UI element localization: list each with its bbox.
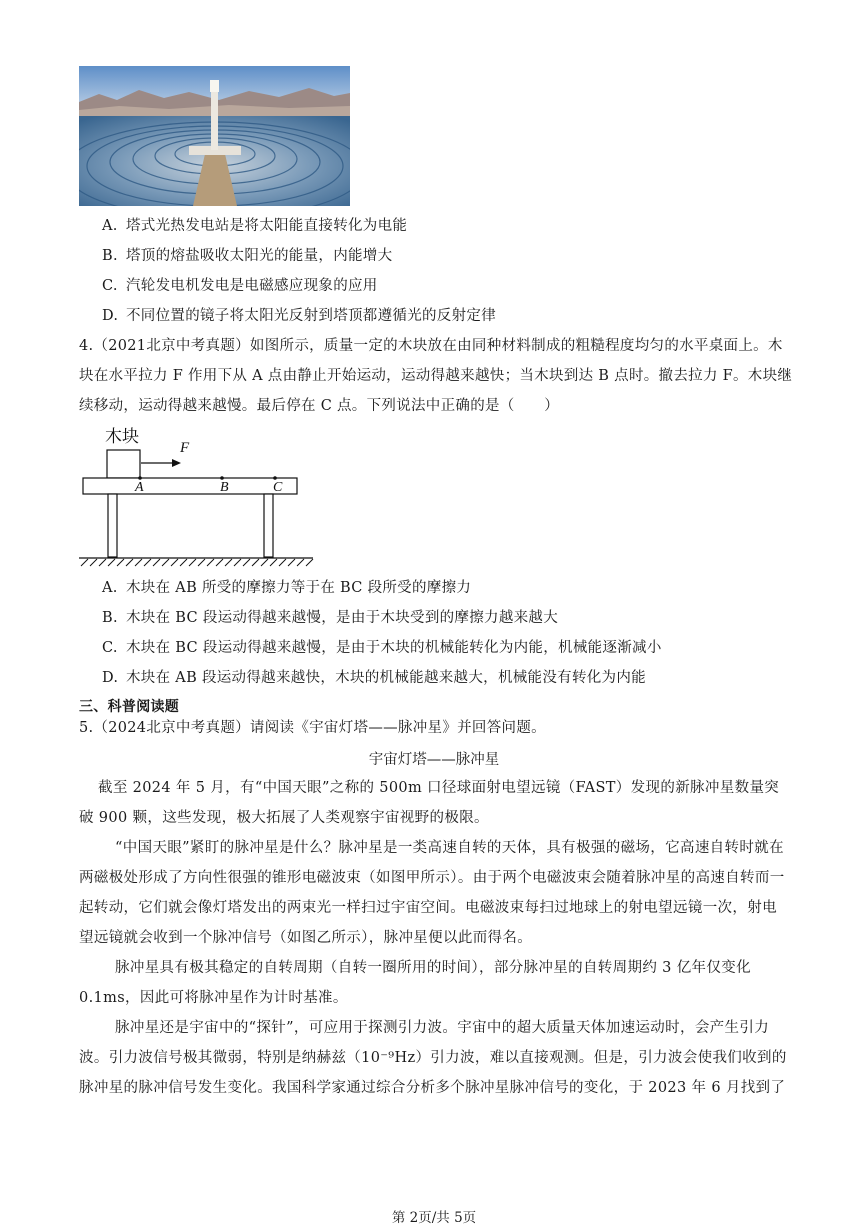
q3-option-c xyxy=(102,276,378,296)
option-label: D. xyxy=(102,670,119,686)
article-paragraph-3: 脉冲星具有极其稳定的自转周期（自转一圈所用的时间），部分脉冲星的自转周期约 3 亿年仅变化 0.1ms，因此可将脉冲星作为计时基准。 xyxy=(79,960,751,1006)
table-leg-left xyxy=(108,494,117,557)
ground-hatching xyxy=(81,559,313,566)
table-top xyxy=(83,478,297,494)
option-label: B. xyxy=(102,248,118,264)
article-paragraph-1: 截至 2024 年 5 月，有“中国天眼”之称的 500m 口径球面射电望远镜（FAST）发现的新脉冲星数量突破 900 颗，这些发现，极大拓展了人类观察宇宙视野的极限。 xyxy=(79,780,780,826)
q4-option-a xyxy=(102,578,471,598)
article-title: 宇宙灯塔——脉冲星 xyxy=(368,752,500,768)
point-b-label: B xyxy=(220,480,229,495)
table-block-diagram xyxy=(79,420,319,570)
article-paragraph-2: “中国天眼”紧盯的脉冲星是什么？脉冲星是一类高速自转的天体，具有极强的磁场，它高速自转时就在两磁极处形成了方向性很强的锥形电磁波束（如图甲所示）。由于两个电磁波束会随着脉冲星的高速自转而一起转动，它们就会像灯塔发出的两束光一样扫过宇宙空间。电磁波束每扫过地球上的射电望远镜一次，射电望远镜就会收到一个脉冲信号（如图乙所示），脉冲星便以此而得名。 xyxy=(79,840,785,946)
q4-option-c xyxy=(102,638,662,658)
q3-option-b xyxy=(102,246,392,266)
point-a-label: A xyxy=(135,480,144,495)
article-paragraph-4: 脉冲星还是宇宙中的“探针”，可应用于探测引力波。宇宙中的超大质量天体加速运动时，会产生引力波。引力波信号极其微弱，特别是纳赫兹（10⁻⁹Hz）引力波，难以直接观测。但是，引力波会使我们收到的脉冲星的脉冲信号发生变化。我国科学家通过综合分析多个脉冲星脉冲信号的变化，于 2023 年 6 月找到了 xyxy=(79,1020,787,1096)
q5-intro: 5.（2024北京中考真题）请阅读《宇宙灯塔——脉冲星》并回答问题。 xyxy=(79,720,546,736)
q4-option-b xyxy=(102,608,558,628)
option-text: 木块在 AB 段运动得越来越快，木块的机械能越来越大，机械能没有转化为内能 xyxy=(126,670,646,686)
wooden-block xyxy=(107,450,140,478)
force-label: F xyxy=(180,440,190,456)
solar-tower-photo xyxy=(79,66,350,206)
section-title: 三、科普阅读题 xyxy=(79,699,180,715)
option-label: A. xyxy=(102,218,118,234)
option-label: B. xyxy=(102,610,118,626)
q3-option-d xyxy=(102,306,496,326)
option-text: 塔式光热发电站是将太阳能直接转化为电能 xyxy=(126,218,408,234)
option-text: 木块在 BC 段运动得越来越慢，是由于木块受到的摩擦力越来越大 xyxy=(126,610,559,626)
option-text: 不同位置的镜子将太阳光反射到塔顶都遵循光的反射定律 xyxy=(126,308,496,324)
page-footer: 第 2页/共 5页 xyxy=(391,1210,477,1226)
option-text: 木块在 AB 所受的摩擦力等于在 BC 段所受的摩擦力 xyxy=(126,580,472,596)
point-c-label: C xyxy=(273,480,283,495)
q4-stem-line-1: 4.（2021北京中考真题）如图所示，质量一定的木块放在由同种材料制成的粗糙程度均匀的水平桌面上。木 xyxy=(79,338,783,354)
table-leg-right xyxy=(264,494,273,557)
option-label: C. xyxy=(102,278,118,294)
q4-stem-line-3: 续移动，运动得越来越慢。最后停在 C 点。下列说法中正确的是（ ） xyxy=(79,398,560,414)
option-text: 木块在 BC 段运动得越来越慢，是由于木块的机械能转化为内能，机械能逐渐减小 xyxy=(126,640,662,656)
option-text: 塔顶的熔盐吸收太阳光的能量，内能增大 xyxy=(126,248,393,264)
block-label: 木块 xyxy=(105,427,139,446)
option-label: C. xyxy=(102,640,118,656)
q4-stem-line-2: 块在水平拉力 F 作用下从 A 点由静止开始运动，运动得越来越快；当木块到达 B 点时。撤去拉力 F。木块继 xyxy=(79,368,793,384)
q3-option-a xyxy=(102,216,407,236)
option-label: A. xyxy=(102,580,118,596)
arrow-head-icon xyxy=(172,459,181,467)
q4-option-d xyxy=(102,668,646,688)
option-label: D. xyxy=(102,308,119,324)
option-text: 汽轮发电机发电是电磁感应现象的应用 xyxy=(126,278,378,294)
